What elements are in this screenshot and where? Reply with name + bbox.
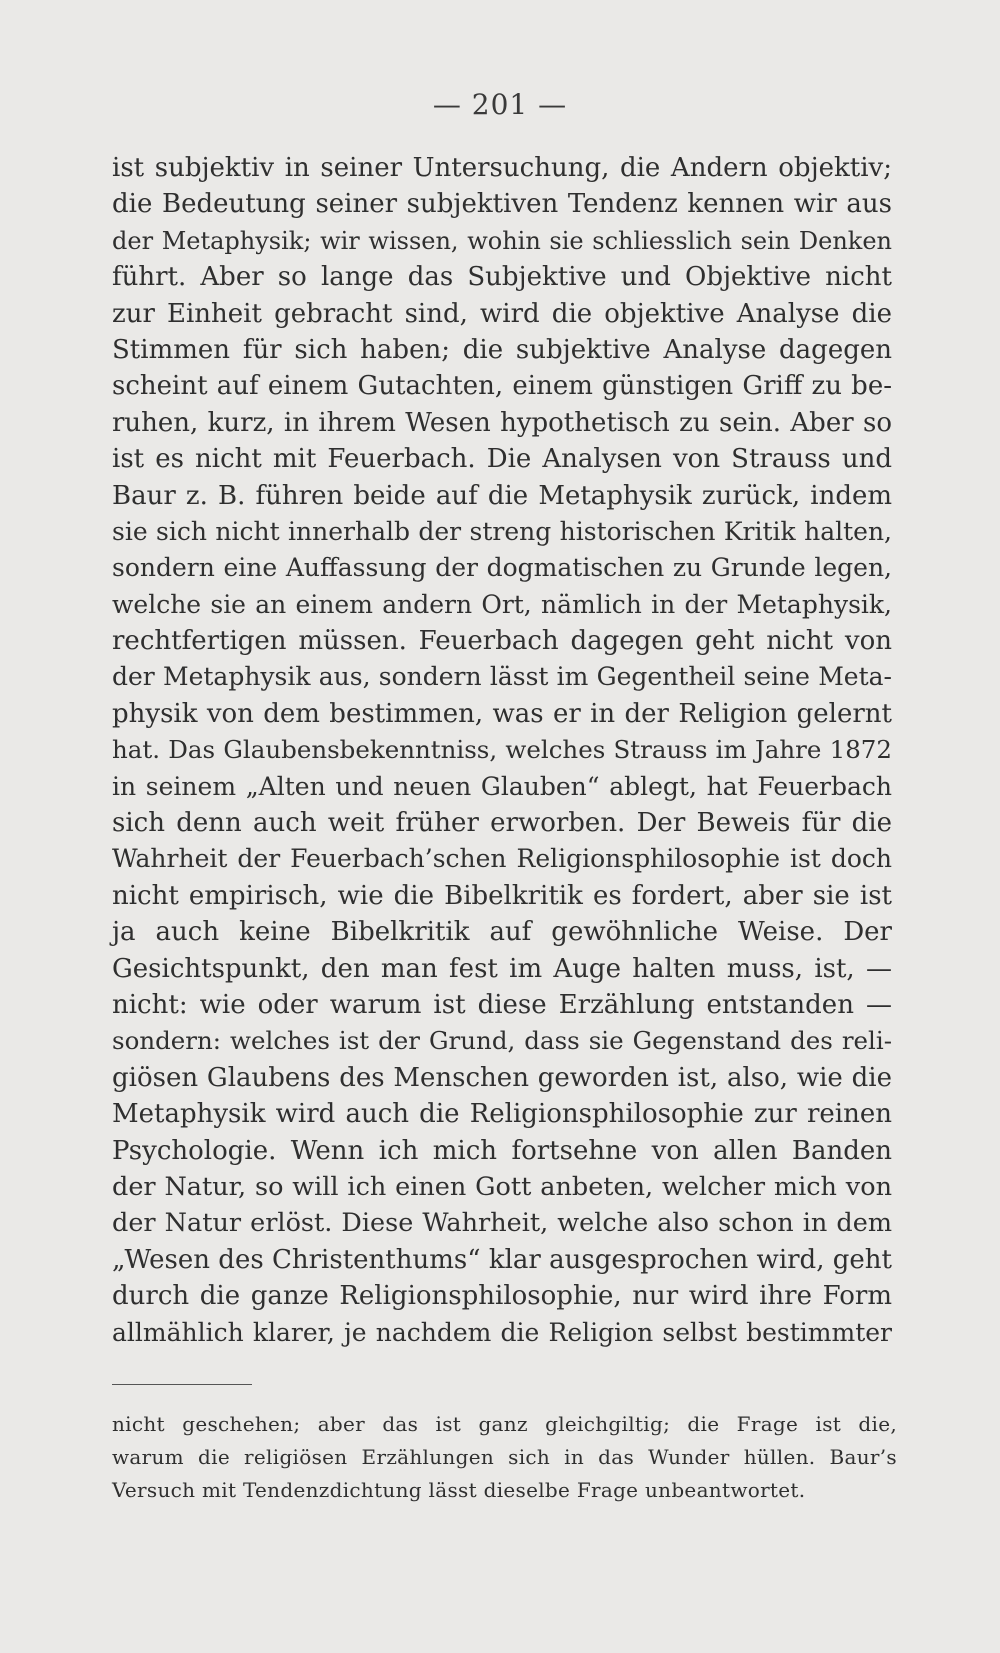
text-line: sie sich nicht innerhalb der streng historischen Kritik halten,	[112, 516, 892, 546]
text-line: in seinem „Alten und neuen Glauben“ ablegt, hat Feuerbach	[112, 771, 892, 801]
text-line: der Metaphysik aus, sondern lässt im Gegentheil seine Meta-	[112, 662, 892, 692]
text-line: durch die ganze Religionsphilosophie, nur wird ihre Form	[112, 1281, 892, 1312]
text-line: ruhen, kurz, in ihrem Wesen hypothetisch zu sein. Aber so	[112, 407, 892, 438]
text-line: allmählich klarer, je nachdem die Religion selbst bestimmter	[112, 1317, 892, 1347]
text-line: Stimmen für sich haben; die subjektive Analyse dagegen	[112, 334, 892, 365]
text-line: die Bedeutung seiner subjektiven Tendenz kennen wir aus	[112, 189, 892, 220]
body-text	[112, 150, 892, 1351]
footnote-line: Versuch mit Tendenzdichtung lässt dieselbe Frage unbeantwortet.	[112, 1478, 806, 1502]
text-line: nicht: wie oder warum ist diese Erzählung entstanden —	[112, 989, 892, 1020]
text-line: giösen Glaubens des Menschen geworden ist, also, wie die	[112, 1062, 892, 1093]
text-line: nicht empirisch, wie die Bibelkritik es fordert, aber sie ist	[112, 880, 892, 911]
text-line: Wahrheit der Feuerbach’schen Religionsphilosophie ist doch	[112, 844, 892, 874]
text-line: hat. Das Glaubensbekenntniss, welches Strauss im Jahre 1872	[112, 735, 892, 765]
text-line: rechtfertigen müssen. Feuerbach dagegen geht nicht von	[112, 626, 892, 657]
text-line: Gesichtspunkt, den man fest im Auge halten muss, ist, —	[112, 953, 892, 984]
text-line: führt. Aber so lange das Subjektive und Objektive nicht	[112, 262, 892, 293]
text-line: der Natur, so will ich einen Gott anbeten, welcher mich von	[112, 1171, 892, 1202]
page-number: — 201 —	[432, 88, 568, 121]
footnote-separator	[112, 1384, 252, 1385]
footnote-line: warum die religiösen Erzählungen sich in das Wunder hüllen. Baur’s	[112, 1445, 897, 1469]
text-line: der Metaphysik; wir wissen, wohin sie schliesslich sein Denken	[112, 226, 892, 255]
text-line: Baur z. B. führen beide auf die Metaphysik zurück, indem	[112, 480, 892, 511]
text-line: „Wesen des Christenthums“ klar ausgesprochen wird, geht	[112, 1244, 892, 1275]
text-line: sondern eine Auffassung der dogmatischen zu Grunde legen,	[112, 553, 892, 583]
text-line: ist es nicht mit Feuerbach. Die Analysen von Strauss und	[112, 444, 892, 475]
text-line: Psychologie. Wenn ich mich fortsehne von allen Banden	[112, 1135, 892, 1166]
text-line: Metaphysik wird auch die Religionsphilosophie zur reinen	[112, 1099, 892, 1130]
text-line: sich denn auch weit früher erworben. Der Beweis für die	[112, 808, 892, 839]
text-line: ist subjektiv in seiner Untersuchung, die Andern objektiv;	[112, 153, 892, 183]
text-line: der Natur erlöst. Diese Wahrheit, welche also schon in dem	[112, 1208, 892, 1239]
text-line: scheint auf einem Gutachten, einem günstigen Griff zu be-	[112, 371, 892, 402]
text-line: ja auch keine Bibelkritik auf gewöhnliche Weise. Der	[112, 917, 892, 948]
text-line: sondern: welches ist der Grund, dass sie Gegenstand des reli-	[112, 1026, 892, 1056]
text-line: welche sie an einem andern Ort, nämlich in der Metaphysik,	[112, 589, 892, 619]
footnote	[112, 1408, 897, 1507]
footnote-line: nicht geschehen; aber das ist ganz gleichgiltig; die Frage ist die,	[112, 1412, 897, 1436]
text-line: physik von dem bestimmen, was er in der Religion gelernt	[112, 698, 892, 729]
text-line: zur Einheit gebracht sind, wird die objektive Analyse die	[112, 298, 892, 329]
